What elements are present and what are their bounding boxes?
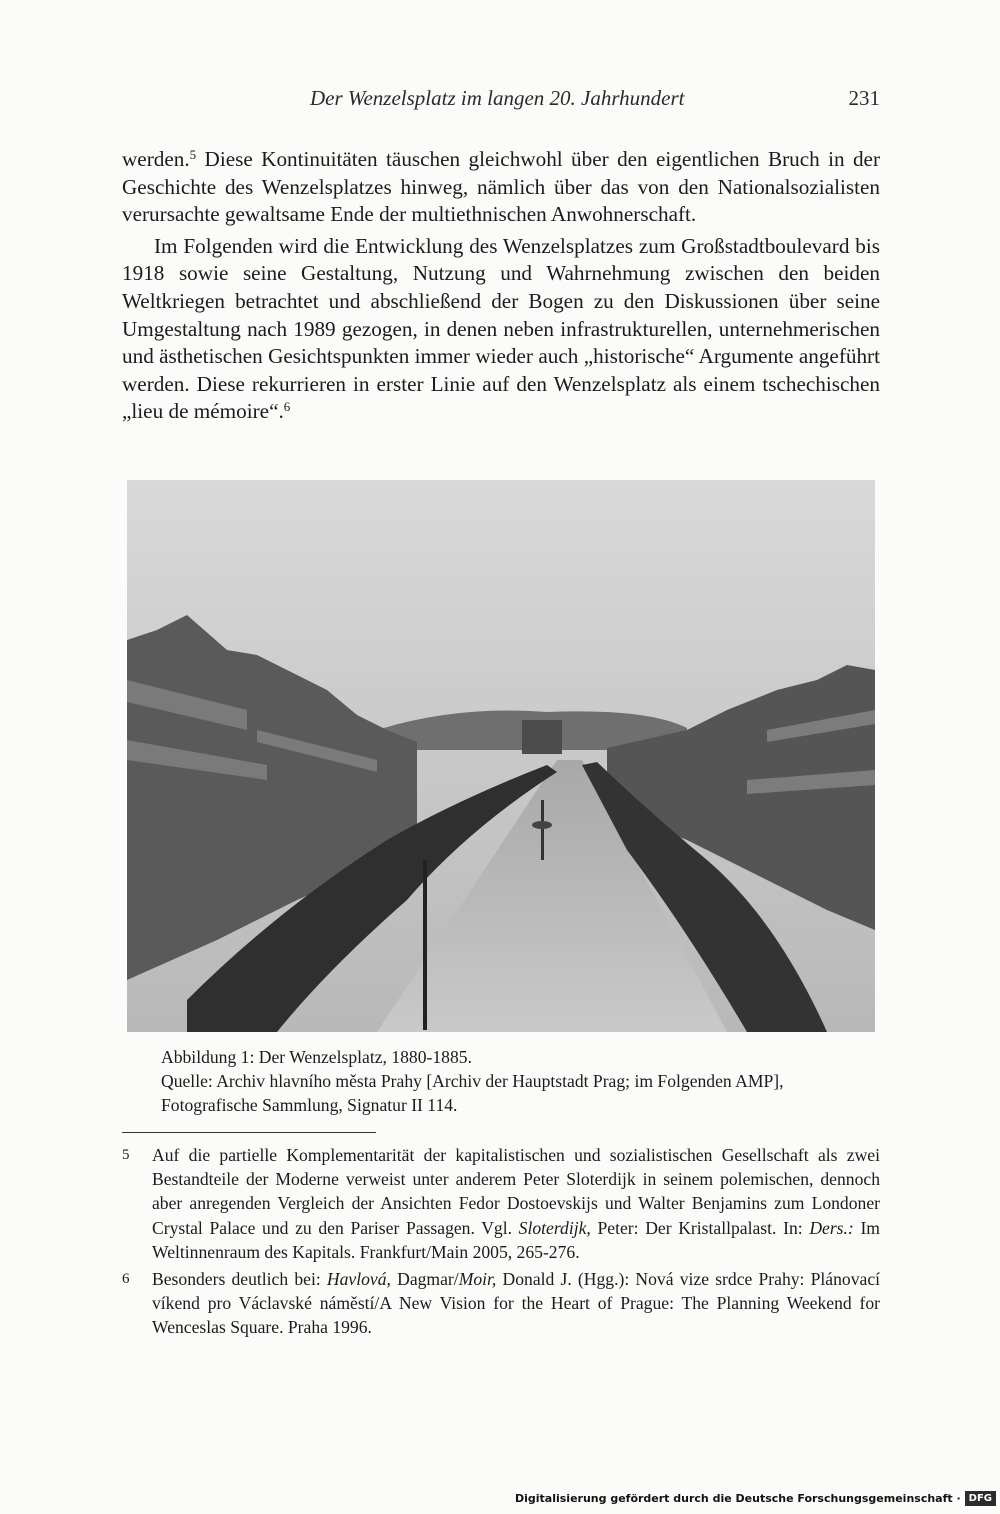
footnote-6: [122, 1267, 880, 1340]
lamp-post-far: [541, 800, 544, 860]
footnote-author: Moir,: [458, 1269, 497, 1290]
footnote-text: Besonders deutlich bei:: [152, 1269, 327, 1290]
body-text: [122, 146, 880, 426]
footnote-text: Auf die partielle Komplementarität der kapitalistischen und sozialistischen Gesellschaft als zwei Bestandteile der Moderne verweist unter anderem Peter Sloterdijk in seinem polemischen, dennoch aber anregenden Vergleich der Ansichten Fedor Dostoevskijs und Walter Benjamins zum Londoner Crystal Palace und zu den Pariser Passagen. Vgl.: [152, 1145, 880, 1238]
digitization-footer: [515, 1488, 996, 1508]
footnote-number: 6: [122, 1271, 130, 1288]
footnote-text: Im Weltinnenraum des Kapitals. Frankfurt/Main 2005, 265-276.: [152, 1217, 880, 1262]
footnote-text: Dagmar/: [390, 1269, 459, 1290]
footnote-author: Havlová,: [326, 1269, 391, 1290]
paragraph-1-text: Diese Kontinuitäten täuschen gleichwohl über den eigentlichen Bruch in der Geschichte des Wenzelsplatzes hinweg, nämlich über das von den Nationalsozialisten verursachte gewaltsame Ende der multiethnischen Anwohnerschaft.: [122, 147, 880, 227]
footnote-ref-6[interactable]: 6: [283, 399, 291, 415]
footnote-author: Ders.:: [809, 1217, 854, 1238]
paragraph-1-lead: werden.: [122, 147, 190, 171]
historic-photo-wenzelsplatz: [127, 480, 875, 1032]
lamp-post-near: [423, 860, 427, 1030]
footer-text: Digitalisierung gefördert durch die Deutsche Forschungsgemeinschaft ·: [514, 1491, 961, 1505]
dfg-logo: DFG: [965, 1491, 996, 1506]
paragraph-2: [122, 233, 880, 426]
page-number: 231: [848, 86, 880, 110]
paragraph-1: [122, 146, 880, 229]
footnote-separator: [122, 1132, 376, 1133]
running-title: Der Wenzelsplatz im langen 20. Jahrhundert: [310, 86, 685, 110]
footnote-text: Donald J. (Hgg.): Nová vize srdce Prahy: Plánovací víkend pro Václavské náměstí/A New Vision for the Heart of Prague: The Planning Weekend for Wenceslas Square. Praha 1996.: [152, 1269, 881, 1338]
footnote-ref-5[interactable]: 5: [189, 147, 197, 162]
caption-source: Quelle: Archiv hlavního města Prahy [Archiv der Hauptstadt Prag; im Folgenden AMP], Fotografische Sammlung, Signatur II 114.: [161, 1071, 784, 1115]
footnotes: [122, 1143, 880, 1340]
footnote-number: 5: [122, 1147, 130, 1163]
footnote-text: Peter: Der Kristallpalast. In:: [590, 1217, 810, 1238]
figure-caption: [161, 1045, 851, 1117]
fountain: [532, 821, 552, 829]
footnote-5: [122, 1143, 880, 1264]
museum-building: [522, 720, 562, 754]
footnote-author: Sloterdijk,: [518, 1217, 591, 1238]
paragraph-2-text: Im Folgenden wird die Entwicklung des Wenzelsplatzes zum Großstadtboulevard bis 1918 sowie seine Gestaltung, Nutzung und Wahrnehmung zwischen den beiden Weltkriegen betrachtet und abschließend der Bogen zu den Diskussionen über seine Umgestaltung nach 1989 gezogen, in denen neben infrastrukturellen, unternehmerischen und ästhetischen Gesichtspunkten immer wieder auch „historische“ Argumente angeführt werden. Diese rekurrieren in erster Linie auf den Wenzelsplatz als einem tschechischen „lieu de mémoire“.: [122, 233, 880, 424]
caption-title: Abbildung 1: Der Wenzelsplatz, 1880-1885.: [161, 1047, 472, 1067]
running-head: [120, 86, 880, 120]
photo-illustration: [127, 480, 875, 1032]
